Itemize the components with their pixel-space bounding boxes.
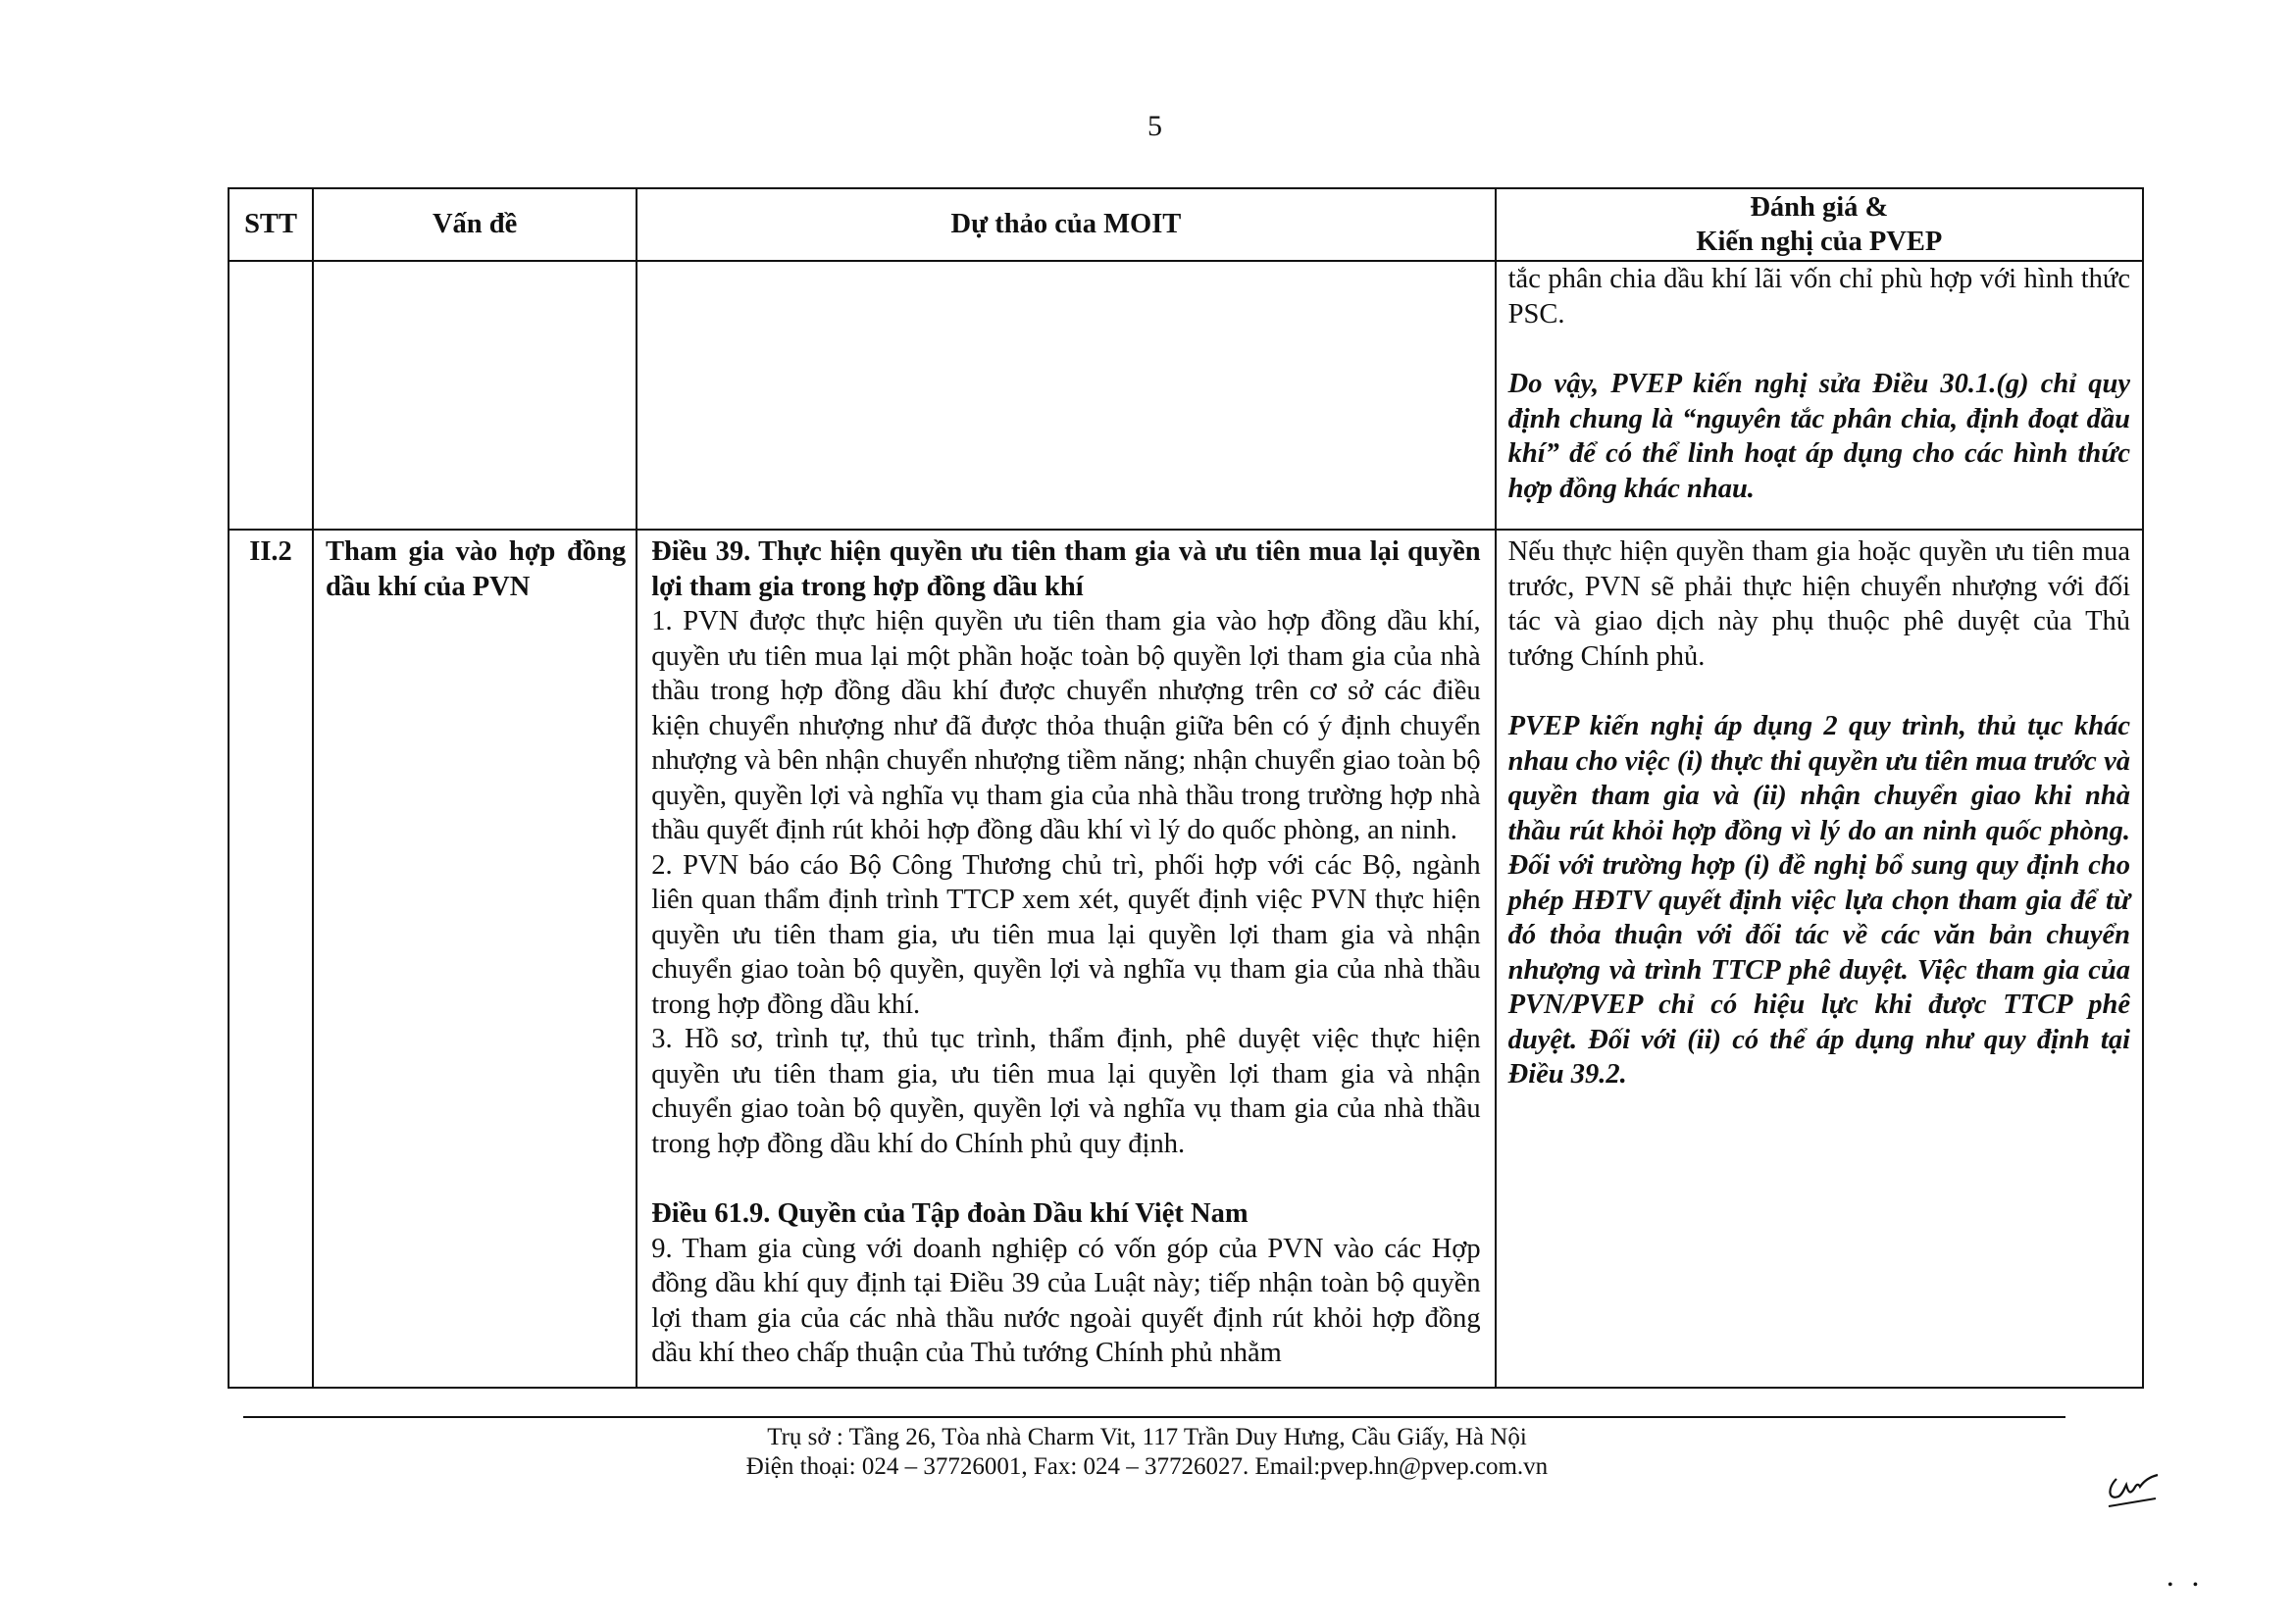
header-stt: STT bbox=[229, 188, 313, 261]
table-row bbox=[229, 530, 2143, 1388]
header-eval bbox=[1496, 188, 2143, 261]
row1-draft-cell bbox=[637, 261, 1495, 530]
initials-signature bbox=[2099, 1459, 2177, 1518]
header-issue: Vấn đề bbox=[313, 188, 637, 261]
row2-eval-text: Nếu thực hiện quyền tham gia hoặc quyền ưu tiên mua trước, PVN sẽ phải thực hiện chuyển nhượng với đối tác và giao dịch này phụ thuộc phê duyệt của Thủ tướng Chính phủ. bbox=[1507, 536, 2130, 672]
row1-eval-text: tắc phân chia dầu khí lãi vốn chỉ phù hợp với hình thức PSC. bbox=[1507, 264, 2130, 330]
row2-stt-cell: II.2 bbox=[229, 530, 313, 1388]
row1-eval-cell bbox=[1496, 261, 2143, 530]
row1-eval-recommendation: Do vậy, PVEP kiến nghị sửa Điều 30.1.(g) chỉ quy định chung là “nguyên tắc phân chia, định đoạt dầu khí” để có thể linh hoạt áp dụng cho các hình thức hợp đồng khác nhau. bbox=[1507, 369, 2130, 504]
table-row bbox=[229, 261, 2143, 530]
article-39-clause-1: 1. PVN được thực hiện quyền ưu tiên tham gia vào hợp đồng dầu khí, quyền ưu tiên mua lại một phần hoặc toàn bộ quyền lợi tham gia của nhà thầu trong hợp đồng dầu khí được chuyển nhượng trên cơ sở các điều kiện chuyển nhượng như đã được thỏa thuận giữa bên có ý định chuyển nhượng và bên nhận chuyển nhượng tiềm năng; nhận chuyển giao toàn bộ quyền, quyền lợi và nghĩa vụ tham gia của nhà thầu trong trường hợp nhà thầu quyết định rút khỏi hợp đồng dầu khí vì lý do quốc phòng, an ninh. bbox=[651, 606, 1481, 845]
page-number: 5 bbox=[1147, 110, 1162, 142]
footer-divider bbox=[243, 1416, 2065, 1418]
row2-eval-cell bbox=[1496, 530, 2143, 1388]
footer-address: Trụ sở : Tầng 26, Tòa nhà Charm Vit, 117 Trần Duy Hưng, Cầu Giấy, Hà Nội bbox=[767, 1424, 1527, 1450]
footer-contact: Điện thoại: 024 – 37726001, Fax: 024 – 37726027. Email:pvep.hn@pvep.com.vn bbox=[745, 1453, 1549, 1480]
article-39-clause-3: 3. Hồ sơ, trình tự, thủ tục trình, thẩm định, phê duyệt việc thực hiện quyền ưu tiên tham gia, ưu tiên mua lại quyền lợi tham gia và nhận chuyển giao toàn bộ quyền, quyền lợi và nghĩa vụ tham gia của nhà thầu trong hợp đồng dầu khí do Chính phủ quy định. bbox=[651, 1024, 1481, 1159]
row1-stt-cell bbox=[229, 261, 313, 530]
article-61-clause-9: 9. Tham gia cùng với doanh nghiệp có vốn góp của PVN vào các Hợp đồng dầu khí quy định tại Điều 39 của Luật này; tiếp nhận toàn bộ quyền lợi tham gia của các nhà thầu nước ngoài quyết định rút khỏi hợp đồng dầu khí theo chấp thuận của Thủ tướng Chính phủ nhằm bbox=[651, 1233, 1481, 1368]
row2-issue-cell: Tham gia vào hợp đồng dầu khí của PVN bbox=[313, 530, 637, 1388]
row2-draft-cell bbox=[637, 530, 1495, 1388]
header-eval-line2: Kiến nghị của PVEP bbox=[1696, 227, 1943, 257]
scan-marks: • • bbox=[2167, 1577, 2199, 1594]
article-61-heading: Điều 61.9. Quyền của Tập đoàn Dầu khí Việt Nam bbox=[651, 1198, 1249, 1229]
header-eval-line1: Đánh giá & bbox=[1750, 191, 1889, 223]
comment-table bbox=[228, 187, 2144, 1389]
row2-eval-recommendation: PVEP kiến nghị áp dụng 2 quy trình, thủ tục khác nhau cho việc (i) thực thi quyền ưu tiên mua trước và quyền tham gia và (ii) nhận chuyển giao khi nhà thầu rút khỏi hợp đồng vì lý do an ninh quốc phòng. Đối với trường hợp (i) đề nghị bổ sung quy định cho phép HĐTV quyết định việc lựa chọn tham gia để từ đó thỏa thuận với đối tác về các văn bản chuyển nhượng và trình TTCP phê duyệt. Việc tham gia của PVN/PVEP chỉ có hiệu lực khi được TTCP phê duyệt. Đối với (ii) có thể áp dụng như quy định tại Điều 39.2. bbox=[1507, 711, 2130, 1090]
article-39-heading: Điều 39. Thực hiện quyền ưu tiên tham gia và ưu tiên mua lại quyền lợi tham gia trong hợp đồng dầu khí bbox=[651, 536, 1481, 602]
header-draft: Dự thảo của MOIT bbox=[637, 188, 1495, 261]
article-39-clause-2: 2. PVN báo cáo Bộ Công Thương chủ trì, phối hợp với các Bộ, ngành liên quan thẩm định trình TTCP xem xét, quyết định việc PVN thực hiện quyền ưu tiên tham gia, ưu tiên mua lại quyền lợi tham gia và nhận chuyển giao toàn bộ quyền, quyền lợi và nghĩa vụ tham gia của nhà thầu trong hợp đồng dầu khí. bbox=[651, 849, 1481, 1020]
row1-issue-cell bbox=[313, 261, 637, 530]
table-header-row bbox=[229, 188, 2143, 261]
